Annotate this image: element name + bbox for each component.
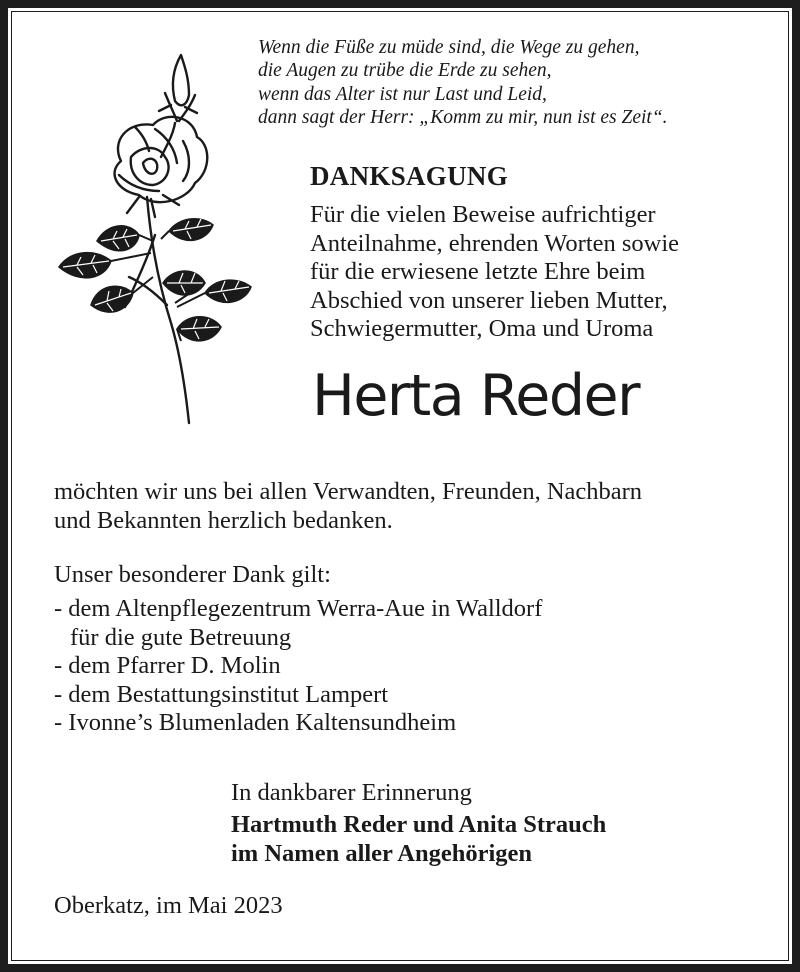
place-date: Oberkatz, im Mai 2023 <box>54 892 283 919</box>
heading: DANKSAGUNG <box>310 161 509 191</box>
thanks-line: Abschied von unserer lieben Mutter, <box>310 286 668 314</box>
thanks-line: Für die vielen Beweise aufrichtiger <box>310 201 656 228</box>
special-thanks-intro: Unser besonderer Dank gilt: <box>54 561 331 588</box>
thanks-line: Schwiegermutter, Oma und Uroma <box>310 315 654 343</box>
list-item: - dem Pfarrer D. Molin <box>54 652 281 680</box>
memory-line: In dankbarer Erinnerung <box>231 779 472 806</box>
list-item: - dem Altenpflegezentrum Werra-Aue in Walldorf <box>54 595 543 622</box>
body-line: möchten wir uns bei allen Verwandten, Freunden, Nachbarn <box>54 478 643 505</box>
special-thanks-list <box>54 595 542 738</box>
list-item: für die gute Betreuung <box>70 623 292 651</box>
poem-line: dann sagt der Herr: „Komm zu mir, nun ist es Zeit“. <box>258 106 668 128</box>
rose-icon <box>55 45 260 430</box>
body-line: und Bekannten herzlich bedanken. <box>54 506 393 534</box>
poem-line: wenn das Alter ist nur Last und Leid, <box>258 83 547 105</box>
thanks-line: Anteilnahme, ehrenden Worten sowie <box>310 229 680 257</box>
thanks-line: für die erwiesene letzte Ehre beim <box>310 258 646 286</box>
deceased-name: Herta Reder <box>312 363 640 429</box>
list-item: - dem Bestattungsinstitut Lampert <box>54 680 389 708</box>
list-item: - Ivonne’s Blumenladen Kaltensundheim <box>54 709 457 737</box>
signers <box>231 811 606 868</box>
signer-line: Hartmuth Reder und Anita Strauch <box>231 811 607 838</box>
signer-line: im Namen aller Angehörigen <box>231 839 533 867</box>
thanks-text <box>310 201 679 344</box>
poem-line: die Augen zu trübe die Erde zu sehen, <box>258 60 552 82</box>
poem <box>258 36 778 129</box>
body-text <box>54 478 642 535</box>
poem-line: Wenn die Füße zu müde sind, die Wege zu gehen, <box>258 37 640 58</box>
